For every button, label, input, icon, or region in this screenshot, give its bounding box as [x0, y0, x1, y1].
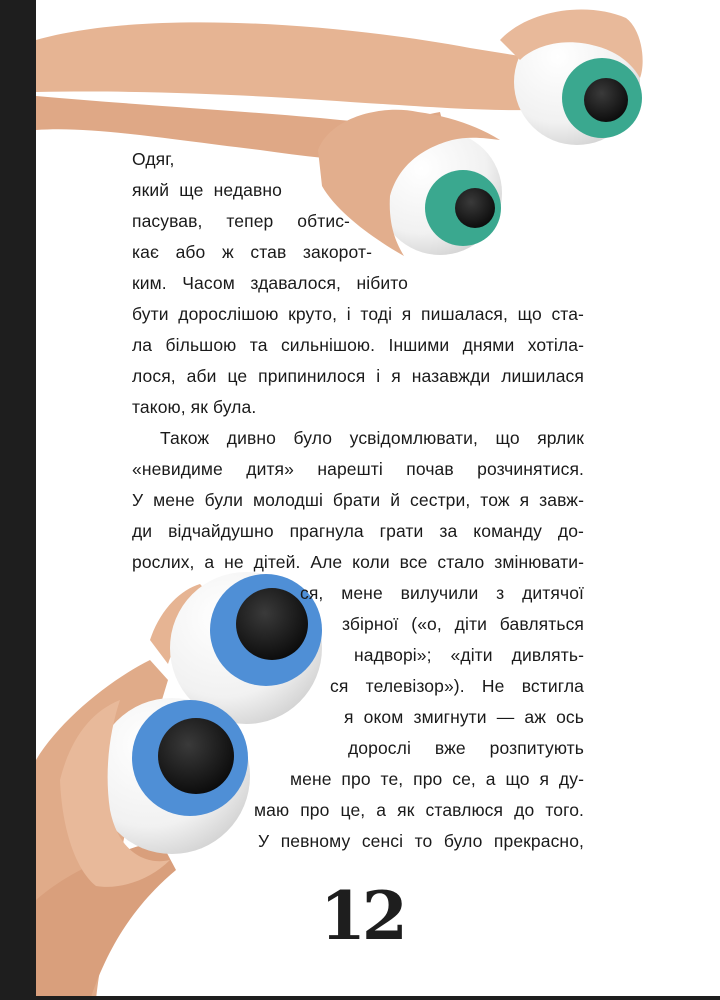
text-line: бути дорослішою круто, і тоді я пишалася, що ста-	[132, 304, 584, 324]
text-line: який ще недавно	[132, 180, 282, 200]
text-line: мене про те, про се, а що я ду-	[290, 769, 584, 789]
bottom-page-edge	[0, 996, 720, 1000]
text-line: кає або ж став закорот-	[132, 242, 372, 262]
text-line: ким. Часом здавалося, нібито	[132, 273, 408, 293]
text-line: я оком змигнути — аж ось	[344, 707, 584, 727]
text-line: надворі»; «діти дивлять-	[354, 645, 584, 665]
text-line: дорослі вже розпитують	[348, 738, 584, 758]
text-line: лося, аби це припинилося і я назавжди лишилася	[132, 366, 584, 386]
text-line: Також дивно було усвідомлювати, що ярлик	[160, 428, 584, 448]
text-line: ся, мене вилучили з дитячої	[300, 583, 584, 603]
eyeball-blue-lower	[94, 698, 250, 854]
text-line: збірної («о, діти бавляться	[342, 614, 584, 634]
text-line: маю про це, а як ставлюся до того.	[254, 800, 584, 820]
text-line: ди відчайдушно прагнула грати за команду до-	[132, 521, 584, 541]
text-line: «невидиме дитя» нарешті почав розчинятися.	[132, 459, 584, 479]
text-line: ся телевізор»). Не встигла	[330, 676, 584, 696]
text-line: пасував, тепер обтис-	[132, 211, 350, 231]
text-line: ла більшою та сильнішою. Іншими днями хотіла-	[132, 335, 584, 355]
text-line: такою, як була.	[132, 397, 257, 417]
text-line: У мене були молодші брати й сестри, тож я завж-	[132, 490, 584, 510]
text-line: рослих, а не дітей. Але коли все стало змінювати-	[132, 552, 584, 572]
text-line: У певному сенсі то було прекрасно,	[258, 831, 584, 851]
page-number: 12	[320, 877, 404, 955]
text-line: Одяг,	[132, 149, 175, 169]
